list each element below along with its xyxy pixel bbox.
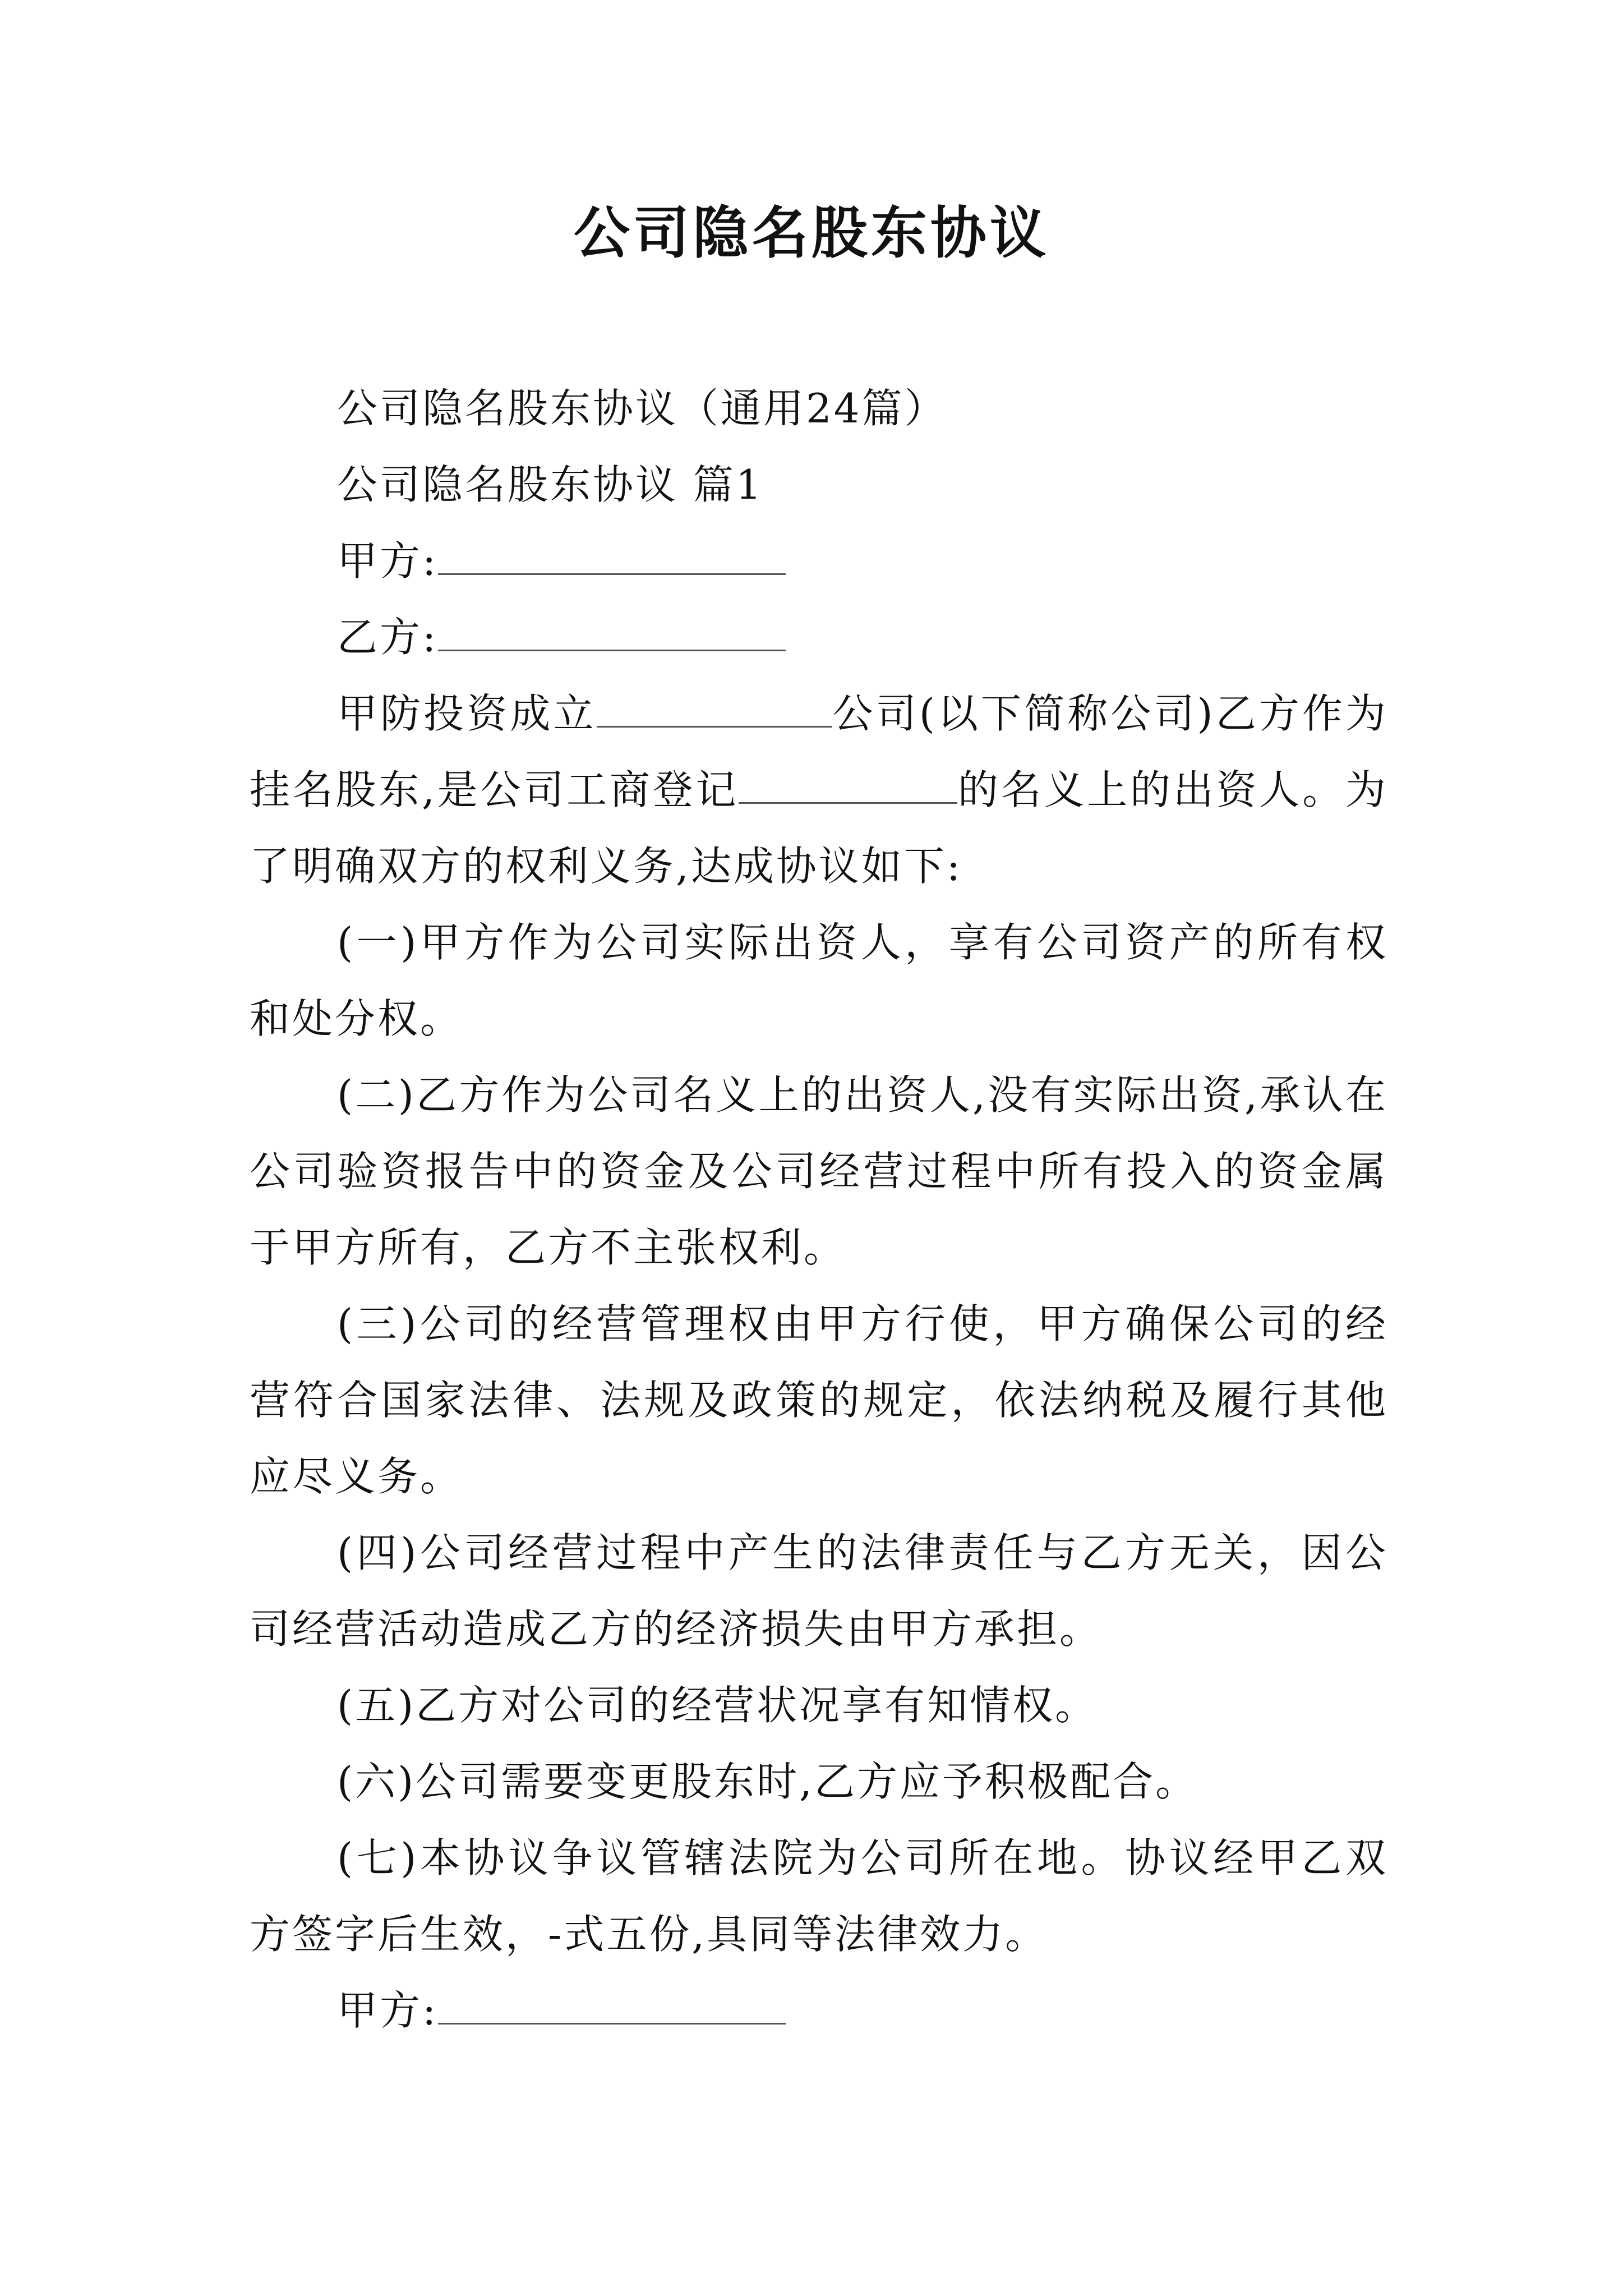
clause-3: (三)公司的经营管理权由甲方行使，甲方确保公司的经营符合国家法律、法规及政策的规定，依法纳税及履行其他应尽义务。 xyxy=(250,1300,1388,1500)
document-body xyxy=(250,370,1388,2049)
section-heading: 公司隐名股东协议 篇1 xyxy=(337,461,764,508)
party-b-blank xyxy=(438,616,786,651)
document-subtitle: 公司隐名股东协议（通用24篇） xyxy=(337,385,947,432)
intro-part-1: 甲防投资成立 xyxy=(337,690,597,737)
clause-4: (四)公司经营过程中产生的法律责任与乙方无关，因公司经营活动造成乙方的经济损失由甲方承担。 xyxy=(250,1529,1388,1653)
document-title: 公司隐名股东协议 xyxy=(574,200,1049,266)
clause-6: (六)公司需要变更股东时,乙方应予积极配合。 xyxy=(337,1758,1198,1805)
closing-party-a-label: 甲方: xyxy=(337,1987,439,2034)
party-a-label: 甲方: xyxy=(337,537,439,585)
intro-part-3: 的名义上的出资人。为了明确双方的权利义务,达成协议如下: xyxy=(250,766,1388,890)
party-b-line xyxy=(250,599,1388,675)
company-name-blank xyxy=(597,692,832,728)
party-b-label: 乙方: xyxy=(337,614,439,661)
clause-5: (五)乙方对公司的经营状况享有知情权。 xyxy=(337,1682,1098,1729)
party-a-line xyxy=(250,523,1388,599)
clause-1: (一)甲方作为公司实际出资人，享有公司资产的所有权和处分权。 xyxy=(250,919,1388,1042)
clause-2: (二)乙方作为公司名义上的出资人,没有实际出资,承认在公司验资报告中的资金及公司经营过程中所有投入的资金属于甲方所有，乙方不主张权利。 xyxy=(250,1071,1388,1271)
intro-paragraph xyxy=(250,675,1388,904)
intro-part-2: 公司(以下简称公司)乙方作为挂名股东,是公司工商登记 xyxy=(250,690,1388,813)
clause-7: (七)本协议争议管辖法院为公司所在地。协议经甲乙双方签字后生效，-式五份,具同等法律效力。 xyxy=(250,1834,1388,1958)
closing-party-a-blank xyxy=(438,1989,786,2024)
registered-name-blank xyxy=(739,769,957,804)
party-a-blank xyxy=(438,540,786,575)
closing-party-a-line xyxy=(250,1972,1388,2049)
